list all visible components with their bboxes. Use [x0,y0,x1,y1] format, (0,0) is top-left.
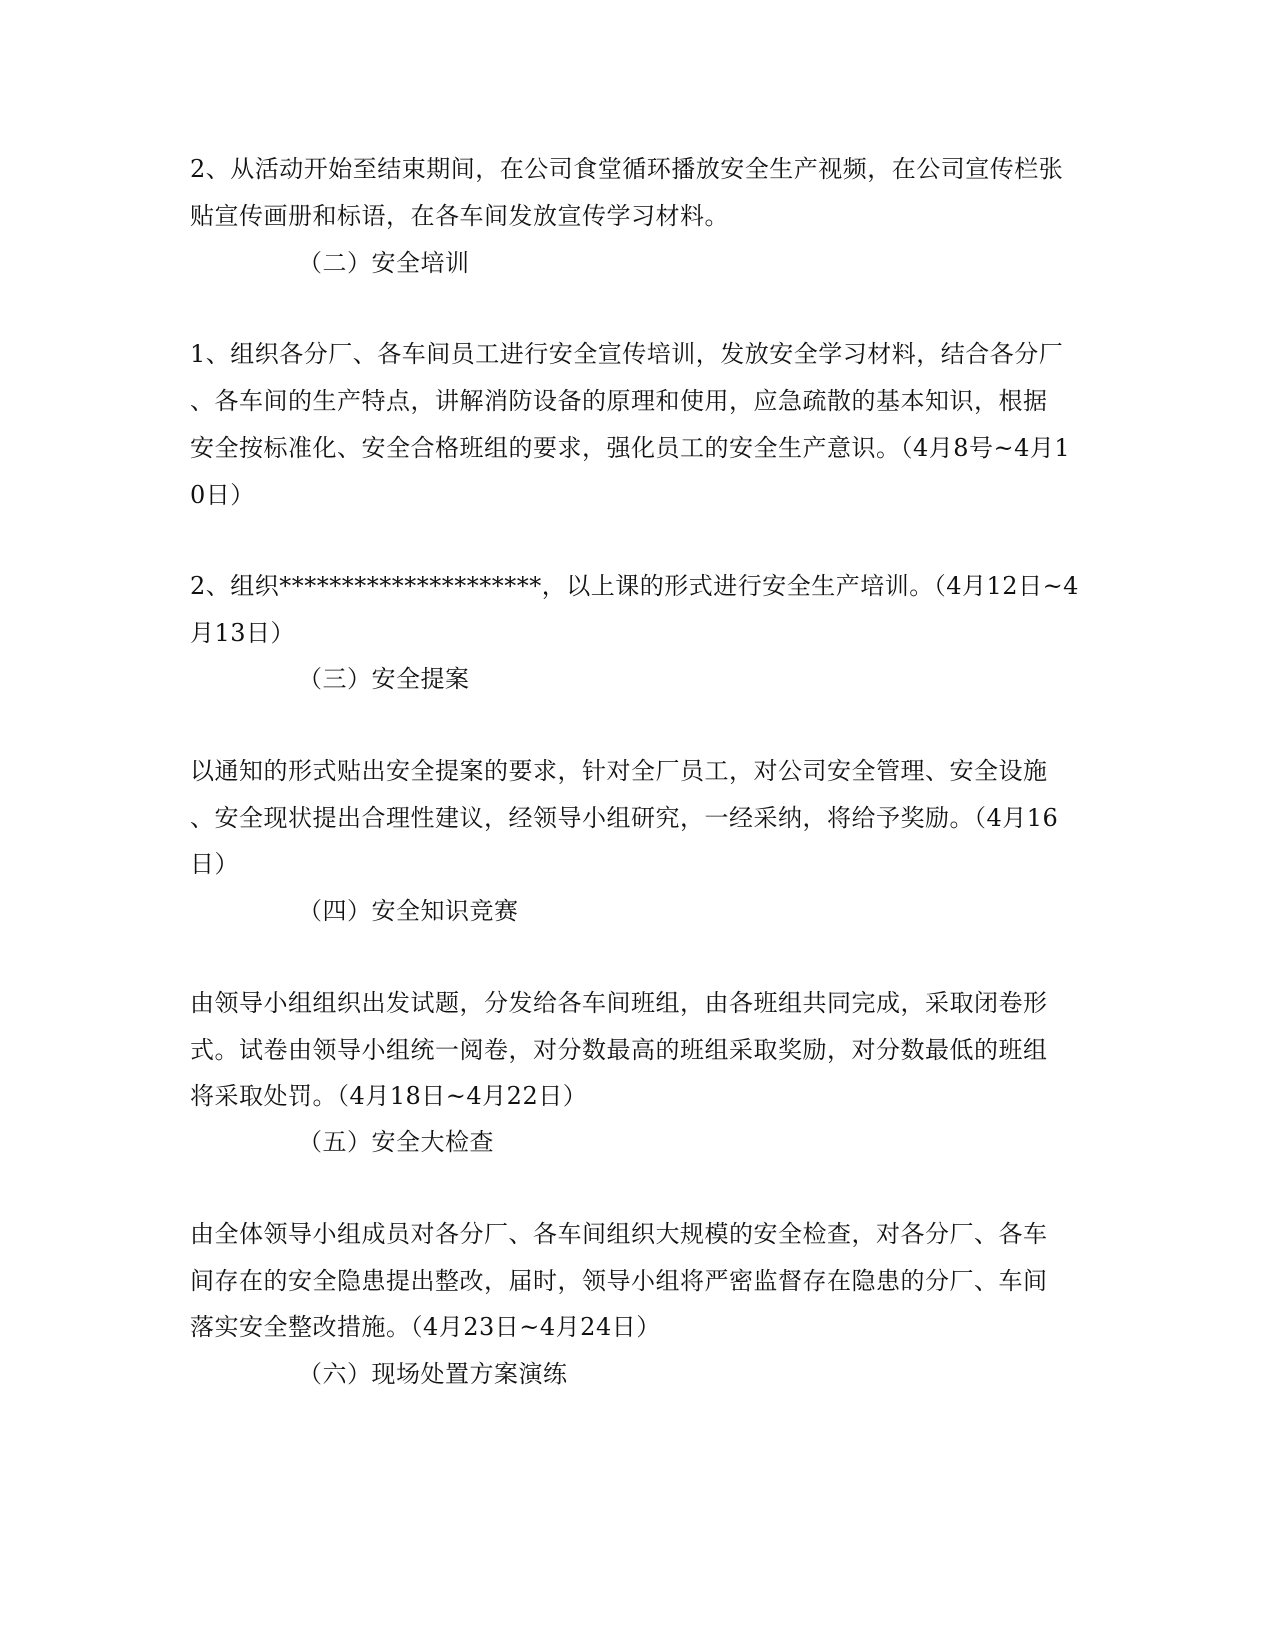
section-heading-drill: （六）现场处置方案演练 [298,1360,568,1388]
promo-item-2-line-2: 贴宣传画册和标语，在各车间发放宣传学习材料。 [190,202,729,230]
section-heading-training: （二）安全培训 [298,249,470,277]
contest-line-3: 将采取处罚。（4月18日~4月22日） [190,1082,588,1110]
section-heading-inspection: （五）安全大检查 [298,1128,494,1156]
inspection-line-3: 落实安全整改措施。（4月23日~4月24日） [190,1313,661,1341]
contest-line-1: 由领导小组组织出发试题，分发给各车间班组，由各班组共同完成，采取闭卷形 [190,989,1048,1017]
section-heading-contest: （四）安全知识竞赛 [298,897,519,925]
section-heading-proposal: （三）安全提案 [298,665,470,693]
contest-line-2: 式。试卷由领导小组统一阅卷，对分数最高的班组采取奖励，对分数最低的班组 [190,1036,1048,1064]
inspection-line-1: 由全体领导小组成员对各分厂、各车间组织大规模的安全检查，对各分厂、各车 [190,1220,1048,1248]
training-item-1-line-3: 安全按标准化、安全合格班组的要求，强化员工的安全生产意识。（4月8号~4月1 [190,434,1071,462]
training-item-1-line-1: 1、组织各分厂、各车间员工进行安全宣传培训，发放安全学习材料，结合各分厂 [190,340,1064,368]
training-item-2-line-2: 月13日） [190,619,296,647]
training-item-1-line-4: 0日） [190,481,255,509]
proposal-line-1: 以通知的形式贴出安全提案的要求，针对全厂员工，对公司安全管理、安全设施 [190,757,1048,785]
training-item-1-line-2: 、各车间的生产特点，讲解消防设备的原理和使用，应急疏散的基本知识，根据 [190,387,1048,415]
proposal-line-3: 日） [190,850,239,878]
inspection-line-2: 间存在的安全隐患提出整改，届时，领导小组将严密监督存在隐患的分厂、车间 [190,1267,1048,1295]
promo-item-2-line-1: 2、从活动开始至结束期间，在公司食堂循环播放安全生产视频，在公司宣传栏张 [190,155,1064,183]
training-item-2-line-1: 2、组织*********************，以上课的形式进行安全生产培训。（4月12日~4 [190,572,1079,600]
proposal-line-2: 、安全现状提出合理性建议，经领导小组研究，一经采纳，将给予奖励。（4月16 [190,804,1059,832]
